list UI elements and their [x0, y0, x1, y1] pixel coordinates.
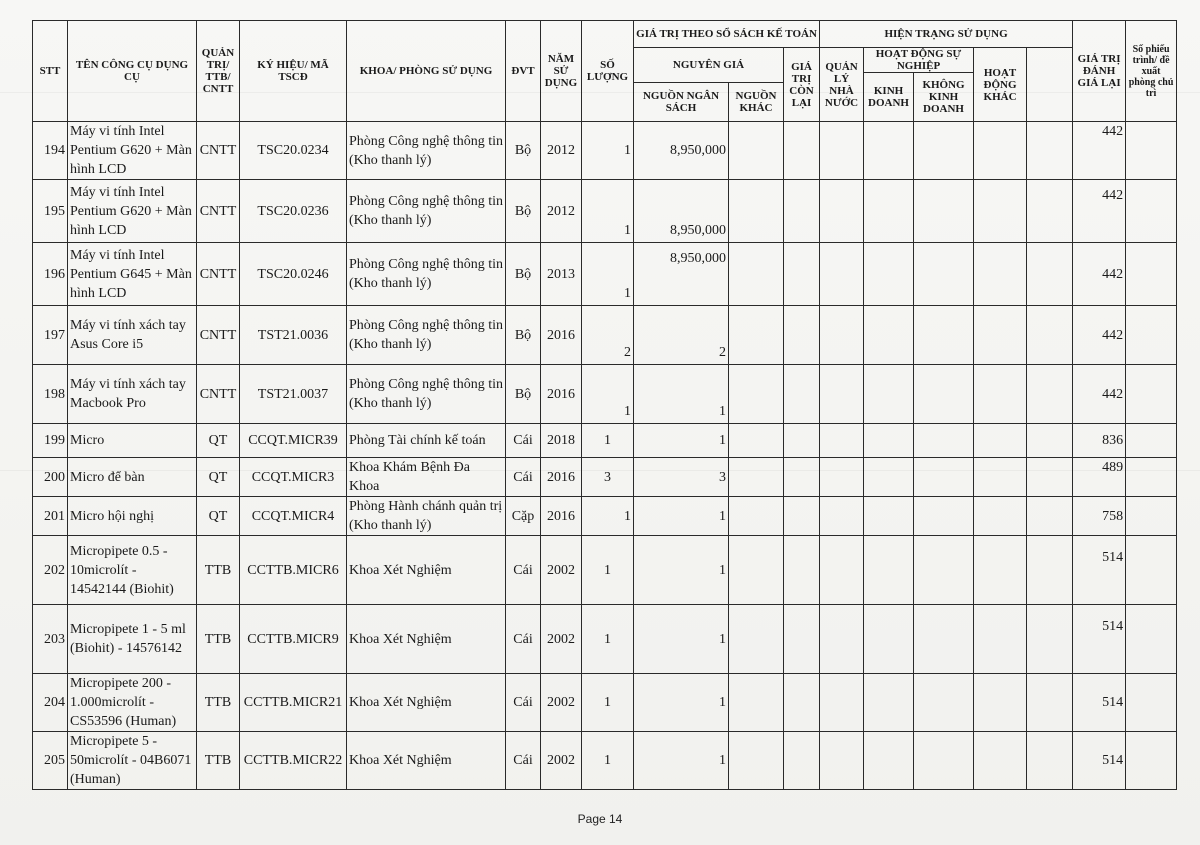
cell-ten: Máy vi tính Intel Pentium G620 + Màn hình LCD [68, 122, 197, 180]
cell-ky-hieu: CCQT.MICR39 [240, 424, 347, 458]
header-nguon-ngan-sach: NGUỒN NGÂN SÁCH [634, 83, 729, 122]
cell-so-luong: 1 [582, 180, 634, 243]
cell-dvt: Cái [506, 458, 541, 497]
cell-khoa: Phòng Công nghệ thông tin (Kho thanh lý) [347, 243, 506, 306]
cell-ky-hieu: CCQT.MICR4 [240, 497, 347, 536]
cell-dvt: Bộ [506, 365, 541, 424]
cell-ky-hieu: CCTTB.MICR9 [240, 605, 347, 674]
header-hoat-dong-khac: HOẠT ĐỘNG KHÁC [974, 48, 1027, 122]
cell-quan-tri: TTB [197, 536, 240, 605]
cell-nam: 2002 [541, 605, 582, 674]
cell-dvt: Cặp [506, 497, 541, 536]
cell-nguon-ngan-sach: 8,950,000 [634, 180, 729, 243]
table-row [33, 497, 1177, 536]
cell-khoa: Phòng Công nghệ thông tin (Kho thanh lý) [347, 306, 506, 365]
cell-ky-hieu: TSC20.0236 [240, 180, 347, 243]
cell-ten: Micropipete 200 - 1.000microlít - CS53596 (Human) [68, 674, 197, 732]
cell-quan-tri: CNTT [197, 306, 240, 365]
cell-ky-hieu: CCTTB.MICR22 [240, 732, 347, 790]
cell-quan-tri: CNTT [197, 180, 240, 243]
cell-ten: Micro [68, 424, 197, 458]
table-row [33, 243, 1177, 306]
cell-ten: Micro hội nghị [68, 497, 197, 536]
cell-ten: Máy vi tính xách tay Macbook Pro [68, 365, 197, 424]
cell-quan-tri: QT [197, 424, 240, 458]
header-gia-tri-danh-gia-lai: GIÁ TRỊ ĐÁNH GIÁ LẠI [1073, 21, 1126, 122]
cell-quan-tri: QT [197, 497, 240, 536]
cell-khoa: Phòng Tài chính kế toán [347, 424, 506, 458]
cell-nguon-ngan-sach: 8,950,000 [634, 243, 729, 306]
header-quan-tri: QUẢN TRỊ/ TTB/ CNTT [197, 21, 240, 122]
cell-stt: 196 [33, 243, 68, 306]
header-dvt: ĐVT [506, 21, 541, 122]
cell-so-phieu: 442 [1073, 122, 1126, 180]
cell-ten: Micropipete 1 - 5 ml (Biohit) - 14576142 [68, 605, 197, 674]
header-nguon-khac: NGUỒN KHÁC [729, 83, 784, 122]
cell-so-phieu: 514 [1073, 674, 1126, 732]
header-khoa-phong: KHOA/ PHÒNG SỬ DỤNG [347, 21, 506, 122]
cell-so-luong: 1 [582, 424, 634, 458]
cell-so-phieu: 442 [1073, 306, 1126, 365]
cell-nam: 2016 [541, 306, 582, 365]
cell-ten: Micropipete 5 - 50microlít - 04B6071 (Human) [68, 732, 197, 790]
cell-so-luong: 1 [582, 536, 634, 605]
cell-khoa: Phòng Công nghệ thông tin (Kho thanh lý) [347, 180, 506, 243]
table-row [33, 605, 1177, 674]
cell-so-luong: 1 [582, 497, 634, 536]
cell-quan-tri: CNTT [197, 243, 240, 306]
cell-so-phieu: 514 [1073, 732, 1126, 790]
cell-stt: 199 [33, 424, 68, 458]
cell-ten: Micropipete 0.5 - 10microlít - 14542144 (Biohit) [68, 536, 197, 605]
table-row [33, 424, 1177, 458]
table-row [33, 365, 1177, 424]
cell-nguon-ngan-sach: 1 [634, 536, 729, 605]
table-row [33, 122, 1177, 180]
cell-so-phieu: 514 [1073, 536, 1126, 605]
cell-quan-tri: TTB [197, 674, 240, 732]
cell-so-phieu: 836 [1073, 424, 1126, 458]
cell-dvt: Cái [506, 536, 541, 605]
cell-nam: 2016 [541, 458, 582, 497]
cell-ky-hieu: CCQT.MICR3 [240, 458, 347, 497]
cell-so-phieu: 514 [1073, 605, 1126, 674]
header-so-phieu: Số phiếu trình/ đề xuất phòng chủ trì [1126, 21, 1177, 122]
header-ten-cong-cu: TÊN CÔNG CỤ DỤNG CỤ [68, 21, 197, 122]
table-row [33, 306, 1177, 365]
cell-khoa: Khoa Khám Bệnh Đa Khoa [347, 458, 506, 497]
table-row [33, 674, 1177, 732]
cell-so-luong: 2 [582, 306, 634, 365]
cell-stt: 197 [33, 306, 68, 365]
cell-ky-hieu: CCTTB.MICR21 [240, 674, 347, 732]
cell-so-phieu: 442 [1073, 243, 1126, 306]
cell-nam: 2012 [541, 180, 582, 243]
cell-ten: Máy vi tính Intel Pentium G620 + Màn hình LCD [68, 180, 197, 243]
cell-nguon-ngan-sach: 1 [634, 365, 729, 424]
table-row [33, 180, 1177, 243]
cell-ky-hieu: CCTTB.MICR6 [240, 536, 347, 605]
page-number: Page 14 [577, 812, 623, 826]
cell-nam: 2002 [541, 732, 582, 790]
cell-so-luong: 1 [582, 674, 634, 732]
header-nam-su-dung: NĂM SỬ DỤNG [541, 21, 582, 122]
cell-so-luong: 1 [582, 243, 634, 306]
cell-dvt: Bộ [506, 180, 541, 243]
cell-stt: 194 [33, 122, 68, 180]
cell-stt: 205 [33, 732, 68, 790]
cell-stt: 200 [33, 458, 68, 497]
cell-nam: 2016 [541, 497, 582, 536]
header-nguyen-gia: NGUYÊN GIÁ [634, 48, 784, 83]
cell-nam: 2002 [541, 674, 582, 732]
cell-stt: 195 [33, 180, 68, 243]
cell-nguon-ngan-sach: 1 [634, 732, 729, 790]
header-ky-hieu: KÝ HIỆU/ MÃ TSCĐ [240, 21, 347, 122]
cell-khoa: Phòng Công nghệ thông tin (Kho thanh lý) [347, 365, 506, 424]
cell-khoa: Khoa Xét Nghiệm [347, 732, 506, 790]
header-kinh-doanh: KINH DOANH [864, 73, 914, 122]
cell-stt: 198 [33, 365, 68, 424]
cell-dvt: Bộ [506, 122, 541, 180]
cell-so-luong: 1 [582, 732, 634, 790]
cell-ky-hieu: TST21.0036 [240, 306, 347, 365]
cell-so-luong: 1 [582, 365, 634, 424]
header-gia-tri-con-lai: GIÁ TRỊ CÒN LẠI [784, 48, 820, 122]
cell-stt: 204 [33, 674, 68, 732]
cell-nam: 2002 [541, 536, 582, 605]
table-row [33, 536, 1177, 605]
table-row [33, 732, 1177, 790]
cell-quan-tri: QT [197, 458, 240, 497]
cell-ten: Micro để bàn [68, 458, 197, 497]
cell-nguon-ngan-sach: 1 [634, 424, 729, 458]
cell-ky-hieu: TSC20.0234 [240, 122, 347, 180]
cell-nguon-ngan-sach: 2 [634, 306, 729, 365]
asset-inventory-table [32, 20, 1177, 790]
cell-khoa: Phòng Công nghệ thông tin (Kho thanh lý) [347, 122, 506, 180]
cell-so-phieu: 442 [1073, 365, 1126, 424]
cell-nam: 2012 [541, 122, 582, 180]
cell-stt: 201 [33, 497, 68, 536]
cell-stt: 203 [33, 605, 68, 674]
cell-ten: Máy vi tính Intel Pentium G645 + Màn hình LCD [68, 243, 197, 306]
cell-nam: 2016 [541, 365, 582, 424]
header-hoat-dong-su-nghiep: HOẠT ĐỘNG SỰ NGHIỆP [864, 48, 974, 73]
cell-so-phieu: 489 [1073, 458, 1126, 497]
cell-nguon-ngan-sach: 3 [634, 458, 729, 497]
cell-so-luong: 1 [582, 605, 634, 674]
cell-nguon-ngan-sach: 8,950,000 [634, 122, 729, 180]
cell-dvt: Cái [506, 674, 541, 732]
cell-nguon-ngan-sach: 1 [634, 497, 729, 536]
cell-quan-tri: TTB [197, 605, 240, 674]
cell-khoa: Khoa Xét Nghiệm [347, 605, 506, 674]
header-gia-tri-so-sach: GIÁ TRỊ THEO SỔ SÁCH KẾ TOÁN [634, 21, 820, 48]
table-row [33, 458, 1177, 497]
cell-quan-tri: CNTT [197, 365, 240, 424]
header-stt: STT [33, 21, 68, 122]
cell-ky-hieu: TST21.0037 [240, 365, 347, 424]
header-hien-trang: HIỆN TRẠNG SỬ DỤNG [820, 21, 1073, 48]
cell-dvt: Bộ [506, 306, 541, 365]
header-so-luong: SỐ LƯỢNG [582, 21, 634, 122]
cell-quan-tri: CNTT [197, 122, 240, 180]
cell-nam: 2018 [541, 424, 582, 458]
cell-so-luong: 3 [582, 458, 634, 497]
cell-so-phieu: 758 [1073, 497, 1126, 536]
cell-stt: 202 [33, 536, 68, 605]
cell-nam: 2013 [541, 243, 582, 306]
cell-quan-tri: TTB [197, 732, 240, 790]
cell-dvt: Cái [506, 605, 541, 674]
cell-khoa: Khoa Xét Nghiệm [347, 536, 506, 605]
cell-dvt: Cái [506, 732, 541, 790]
cell-dvt: Bộ [506, 243, 541, 306]
cell-ten: Máy vi tính xách tay Asus Core i5 [68, 306, 197, 365]
cell-nguon-ngan-sach: 1 [634, 605, 729, 674]
header-khong-kinh-doanh: KHÔNG KINH DOANH [914, 73, 974, 122]
cell-khoa: Phòng Hành chánh quản trị (Kho thanh lý) [347, 497, 506, 536]
header-quan-ly-nha-nuoc: QUẢN LÝ NHÀ NƯỚC [820, 48, 864, 122]
cell-dvt: Cái [506, 424, 541, 458]
cell-khoa: Khoa Xét Nghiệm [347, 674, 506, 732]
cell-nguon-ngan-sach: 1 [634, 674, 729, 732]
cell-so-luong: 1 [582, 122, 634, 180]
cell-ky-hieu: TSC20.0246 [240, 243, 347, 306]
cell-so-phieu: 442 [1073, 180, 1126, 243]
